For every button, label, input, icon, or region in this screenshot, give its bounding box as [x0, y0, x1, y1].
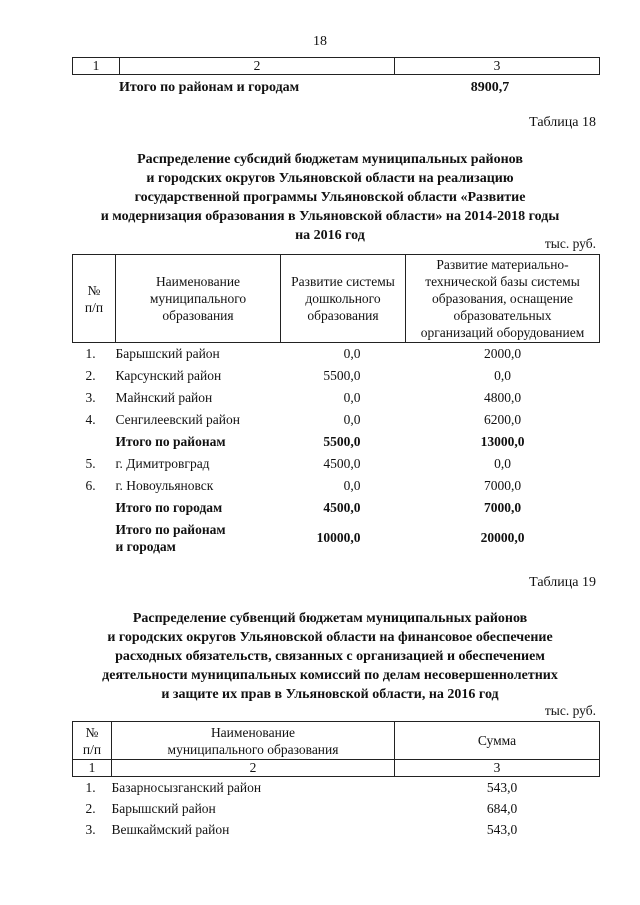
table-row: 1. Базарносызганский район 543,0 [85, 779, 518, 795]
header-num: № п/п [73, 255, 116, 343]
table-row: 2. Карсунский район 5500,0 0,0 [85, 368, 511, 383]
table-row: 2. Барышский район 684,0 [85, 800, 518, 816]
title-line: государственной программы Ульяновской области «Развитие [134, 190, 526, 205]
table18-label: Таблица 18 [529, 115, 596, 130]
header-name: Наименование муниципального образования [112, 722, 395, 760]
header-col1: Развитие системы дошкольного образования [281, 255, 406, 343]
table18-unit: тыс. руб. [544, 236, 596, 251]
title-line: и городских округов Ульяновской области на реализацию [146, 171, 514, 186]
table-row: 3. Вешкаймский район 543,0 [85, 821, 518, 837]
table18-title [60, 150, 600, 245]
col-numbers-row: 1 2 3 [73, 760, 600, 777]
table-row: 3. Майнский район 0,0 4800,0 [85, 390, 522, 405]
table-row: 1. Барышский район 0,0 2000,0 [85, 346, 522, 361]
title-line: Распределение субвенций бюджетам муниципальных районов [132, 611, 528, 626]
title-line: и городских округов Ульяновской области на финансовое обеспечение [107, 630, 553, 645]
grand-total-row: Итого по районам и городам 10000,0 20000,0 [115, 522, 525, 554]
col-number-cell: 1 [73, 58, 120, 75]
header-num: № п/п [73, 722, 112, 760]
table19-unit: тыс. руб. [544, 703, 596, 718]
top-total-label: Итого по районам и городам [119, 80, 300, 95]
title-line: расходных обязательств, связанных с организацией и обеспечением [115, 649, 545, 664]
title-line: и защите их прав в Ульяновской области, на 2016 год [161, 687, 499, 702]
table-row: 6. г. Новоульяновск 0,0 7000,0 [85, 478, 522, 493]
continued-table-header [72, 57, 600, 75]
table-row: 4. Сенгилеевский район 0,0 6200,0 [85, 412, 522, 427]
header-col2: Развитие материально- технической базы системы образования, оснащение образовательных организаций оборудованием [406, 255, 600, 343]
table19-title [60, 609, 600, 704]
col-number-cell: 3 [395, 58, 600, 75]
title-line: деятельности муниципальных комиссий по делам несовершеннолетних [102, 668, 558, 683]
title-line: Распределение субсидий бюджетам муниципальных районов [137, 152, 523, 167]
col-number-cell: 2 [120, 58, 395, 75]
top-total-value: 8900,7 [470, 80, 510, 95]
title-line: и модернизация образования в Ульяновской области» на 2014-2018 годы [100, 209, 560, 224]
subtotal-row: Итого по городам 4500,0 7000,0 [115, 500, 522, 515]
table19-label: Таблица 19 [529, 575, 596, 590]
page-number: 18 [313, 34, 327, 49]
subtotal-row: Итого по районам 5500,0 13000,0 [115, 434, 525, 449]
table18 [72, 254, 600, 557]
header-name: Наименование муниципального образования [116, 255, 281, 343]
title-line: на 2016 год [295, 228, 365, 243]
table19 [72, 721, 600, 840]
header-sum: Сумма [395, 722, 600, 760]
table-row: 5. г. Димитровград 4500,0 0,0 [85, 456, 511, 471]
